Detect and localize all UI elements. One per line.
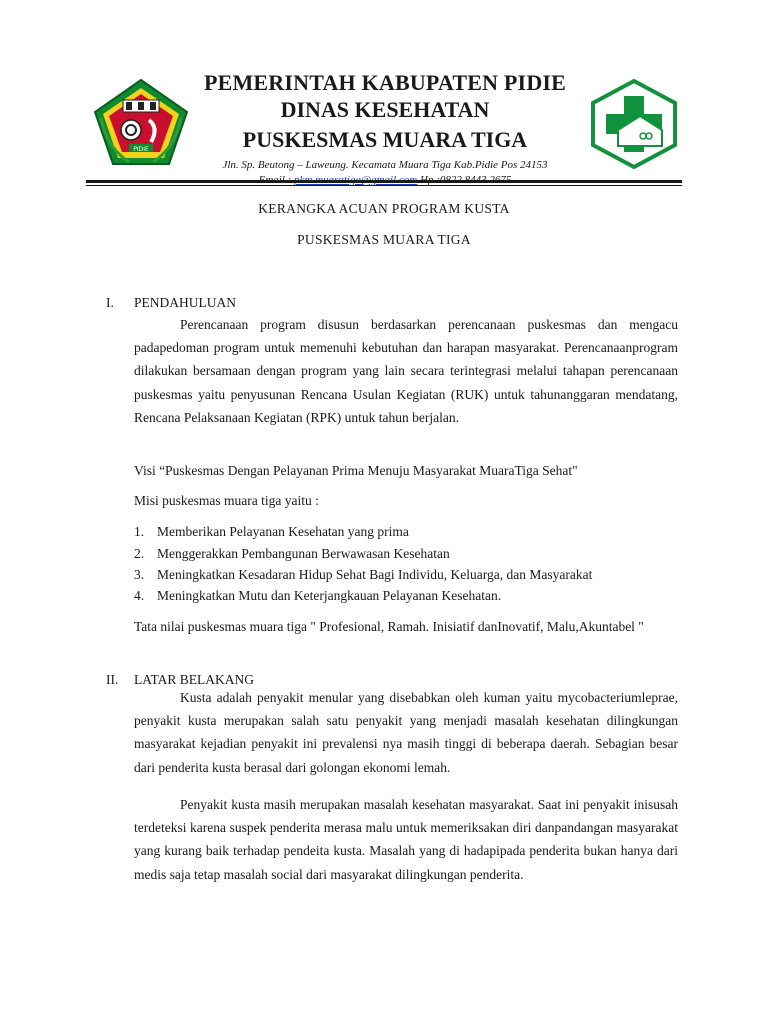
misi-item-number: 2. <box>134 546 145 561</box>
section-2-paragraph-1: Kusta adalah penyakit menular yang disebabkan oleh kuman yaitu mycobacteriumleprae, penyakit kusta merupakan salah satu penyakit yang menjadi masalah kesehatan dilingkungan masyarakat kejadian penyakit ini prevalensi nya masih tinggi di beberapa daerah. Sebagian besar dari penderita kusta berasal dari golongan ekonomi lemah. <box>134 690 678 775</box>
header-agency: DINAS KESEHATAN <box>280 97 490 122</box>
misi-item-text: Meningkatkan Kesadaran Hidup Sehat Bagi Individu, Keluarga, dan Masyarakat <box>157 567 593 582</box>
pidie-emblem-logo <box>93 78 189 166</box>
misi-item-number: 1. <box>134 524 145 539</box>
letterhead <box>190 70 580 188</box>
document-subtitle: PUSKESMAS MUARA TIGA <box>297 232 471 247</box>
header-government: PEMERINTAH KABUPATEN PIDIE <box>203 70 567 95</box>
section-2-number: II. <box>106 672 119 687</box>
section-1-heading: PENDAHULUAN <box>134 295 236 310</box>
section-2-paragraph-2: Penyakit kusta masih merupakan masalah kesehatan masyarakat. Saat ini penyakit inisusah terdeteksi karena suspek penderita merasa malu untuk memeriksakan diri danpandangan masyarakat yang kurang baik terhadap pendeita kusta. Masalah yang di hadapipada penderita bukan hanya dari medis saja tetap masalah social dari masyarakat dilingkungan penderita. <box>134 797 678 882</box>
visi-statement: Visi “Puskesmas Dengan Pelayanan Prima Menuju Masyarakat MuaraTiga Sehat" <box>134 463 578 478</box>
section-2-heading: LATAR BELAKANG <box>134 672 255 687</box>
misi-intro: Misi puskesmas muara tiga yaitu : <box>134 493 319 508</box>
misi-item-number: 4. <box>134 588 145 603</box>
misi-item-text: Menggerakkan Pembangunan Berwawasan Kesehatan <box>157 546 450 561</box>
misi-item-text: Memberikan Pelayanan Kesehatan yang prima <box>157 524 409 539</box>
header-puskesmas: PUSKESMAS MUARA TIGA <box>242 127 528 152</box>
section-1-paragraph: Perencanaan program disusun berdasarkan perencanaan puskesmas dan mengacu padapedoman program untuk memenuhi kebutuhan dan harapan masyarakat. Perencanaanprogram dilakukan bersamaan dengan program yang lain secara terintegrasi melalui tahapan perencanaan puskesmas yaitu penyusunan Rencana Usulan Kegiatan (RUK) untuk tahunanggaran mendatang, Rencana Pelaksanaan Kegiatan (RPK) untuk tahun berjalan. <box>134 317 678 425</box>
document-title: KERANGKA ACUAN PROGRAM KUSTA <box>258 201 510 216</box>
puskesmas-logo <box>588 78 680 170</box>
tata-nilai: Tata nilai puskesmas muara tiga " Profesional, Ramah. Inisiatif danInovatif, Malu,Akuntabel " <box>134 619 644 634</box>
logo-pidie-text: PIDIE <box>133 146 149 153</box>
misi-item-text: Meningkatkan Mutu dan Keterjangkauan Pelayanan Kesehatan. <box>157 588 502 603</box>
misi-item-number: 3. <box>134 567 145 582</box>
header-address: Jln. Sp. Beutong – Laweung. Kecamata Muara Tiga Kab.Pidie Pos 24153 <box>222 159 548 171</box>
letterhead-rule-thin <box>86 185 682 186</box>
section-1-number: I. <box>106 295 114 310</box>
letterhead-rule-thick <box>86 180 682 183</box>
